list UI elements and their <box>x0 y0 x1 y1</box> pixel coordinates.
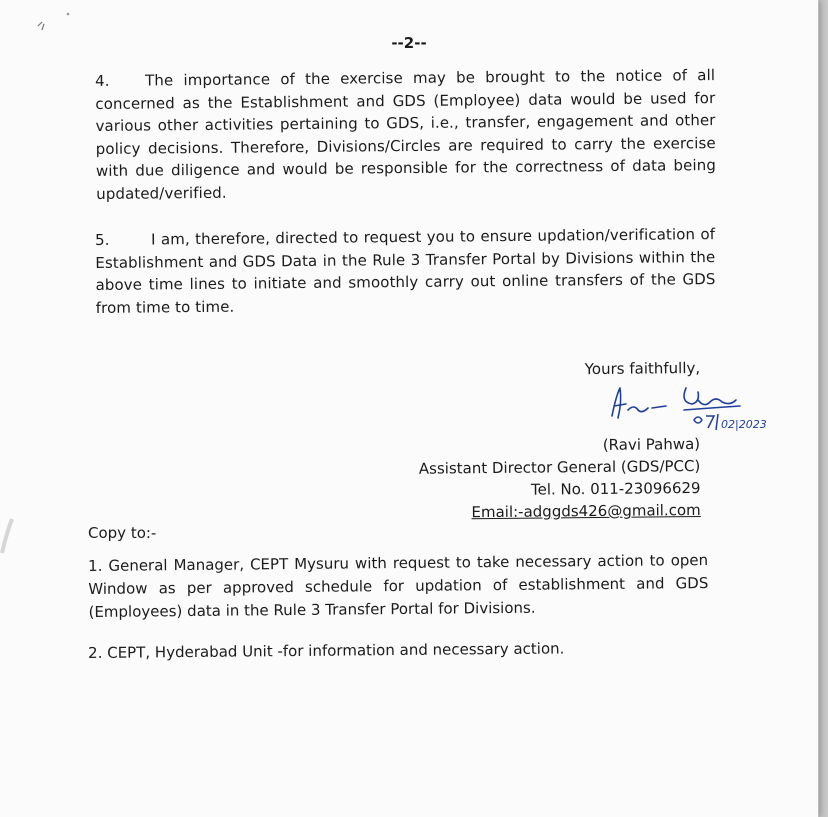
scan-smudge-left <box>0 515 14 555</box>
copy-to-item: 2. CEPT, Hyderabad Unit -for information and necessary action. <box>88 639 565 662</box>
copy-to-heading: Copy to:- <box>88 524 157 542</box>
copy-to-item: 1. General Manager, CEPT Mysuru with request to take necessary action to open Window as per approved schedule for updation of establishment and GDS (Employees) data in the Rule 3 Transfer Portal for Divisions. <box>88 551 709 621</box>
officer-details <box>320 433 701 525</box>
paragraph-text: I am, therefore, directed to request you to ensure updation/verification of Establishment and GDS Data in the Rule 3 Transfer Portal by Divisions within the above time lines to initiate and smoothly carry out online transfers of the GDS from time to time. <box>95 225 716 317</box>
officer-name: (Ravi Pahwa) <box>602 434 701 454</box>
svg-text:02|2023: 02|2023 <box>721 418 767 431</box>
officer-telephone: Tel. No. 011-23096629 <box>530 478 701 499</box>
officer-email[interactable]: Email:-adggds426@gmail.com <box>471 500 701 522</box>
paragraph-number: 5. <box>95 230 110 249</box>
closing-salutation: Yours faithfully, <box>584 358 701 379</box>
signature-date <box>694 414 767 431</box>
officer-designation: Assistant Director General (GDS/PCC) <box>418 456 701 478</box>
handwritten-signature <box>600 378 775 438</box>
paragraph-number: 4. <box>95 71 110 90</box>
paragraph-5 <box>95 223 716 319</box>
paragraph-text: The importance of the exercise may be brought to the notice of all concerned as the Establishment and GDS (Employee) data would be used for various other activities pertaining to GDS, i.e., transfer, engagement and other policy decisions. Therefore, Divisions/Circles are required to carry the exercise with due diligence and would be responsible for the correctness of data being updated/verified. <box>95 66 717 203</box>
page-number: --2-- <box>391 34 427 52</box>
paragraph-4 <box>95 64 716 206</box>
